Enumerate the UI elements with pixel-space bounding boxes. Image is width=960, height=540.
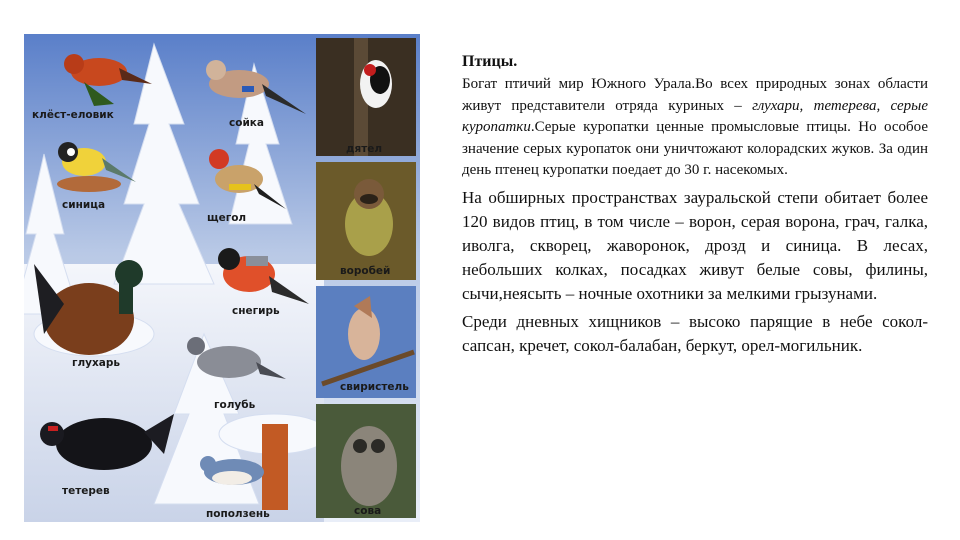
birds-poster (24, 34, 420, 522)
label-sviristel: свиристель (340, 381, 409, 393)
label-teterev: тетерев (62, 485, 110, 497)
label-sova: сова (354, 505, 382, 517)
label-polozen: поползень (206, 508, 270, 520)
paragraph-1-text-b: .Серые куропатки ценные промысловые птицы. Но особое значение серых куропаток они уничтожают колорадских жуков. За один день птенец куропатки поедает до 30 г. насекомых. (462, 119, 928, 178)
photo-dyatel (316, 38, 416, 156)
text-block (462, 52, 928, 358)
label-soyka: сойка (229, 117, 265, 129)
photo-sova (316, 404, 416, 518)
label-golub: голубь (214, 399, 256, 411)
label-shchegol: щегол (207, 212, 247, 224)
label-klest: клёст-еловик (32, 109, 114, 121)
photo-vorobey (316, 162, 416, 280)
label-snegir: снегирь (232, 305, 280, 317)
paragraph-1 (462, 74, 928, 182)
paragraph-2: На обширных пространствах зауральской степи обитает более 120 видов птиц, в том числе – ворон, серая ворона, грач, галка, иволга, скворец, жаворонок, дрозд и синица. В лесах, небольших колках, посадках живут белые совы, филины, сычи,неясыть – ночные охотники за мелкими грызунами. (462, 187, 928, 303)
label-dyatel: дятел (346, 143, 383, 155)
label-sinitsa: синица (62, 199, 106, 211)
poster-illustration (24, 34, 420, 522)
label-vorobey: воробей (340, 265, 391, 277)
page-title: Птицы. (462, 53, 518, 70)
label-glukhar: глухарь (72, 357, 121, 369)
paragraph-3: Среди дневных хищников – высоко парящие в небе сокол-сапсан, кречет, сокол-балабан, беркут, орел-могильник. (462, 311, 928, 355)
paragraph-1-italic: глухари, тетерева, серые куропатки (462, 97, 928, 135)
paragraph-1-text-a: Богат птичий мир Южного Урала.Во всех природных зонах области живут представители отряда куриных – (462, 76, 928, 114)
